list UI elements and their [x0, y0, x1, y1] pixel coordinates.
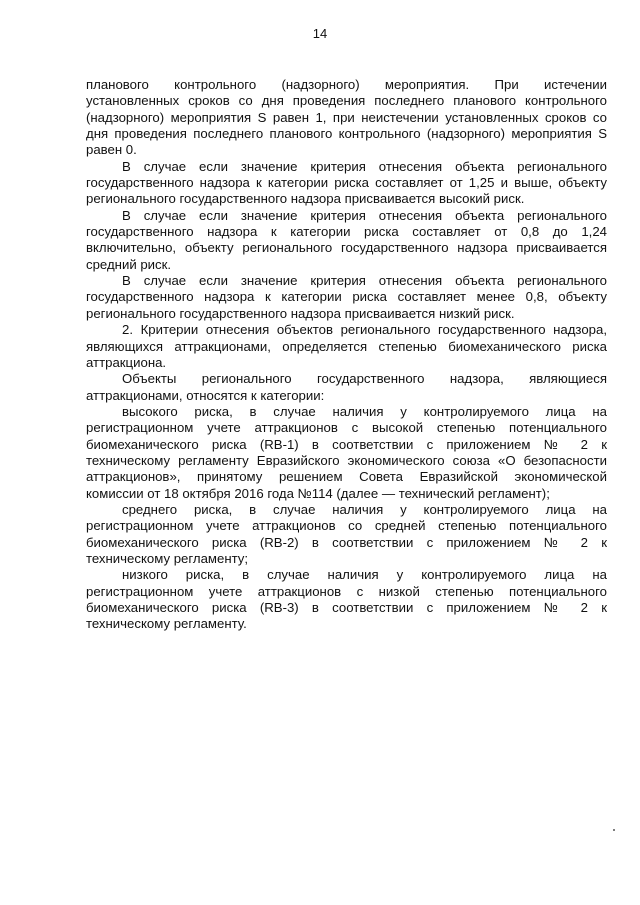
text-line: биомеханического риска (RB-1) в соответствии с приложением № 2 к: [86, 436, 607, 452]
text-line: В случае если значение критерия отнесения объекта регионального: [122, 207, 607, 223]
text-line: В случае если значение критерия отнесения объекта регионального: [122, 158, 607, 174]
page-number: 14: [312, 26, 328, 41]
text-line: регистрационном учете аттракционов со средней степенью потенциального: [86, 518, 607, 534]
text-line: регистрационном учете аттракционов с высокой степенью потенциального: [86, 420, 607, 436]
text-line: аттракционами, относятся к категории:: [86, 387, 325, 403]
text-line: равен 0.: [86, 142, 137, 158]
text-line: комиссии от 18 октября 2016 года №114 (далее — технический регламент);: [86, 485, 550, 501]
text-line: планового контрольного (надзорного) мероприятия. При истечении: [86, 77, 607, 92]
text-line: государственного надзора к категории риска составляет от 0,8 до 1,24: [86, 224, 607, 240]
text-line: аттракционов», принятому решением Совета Евразийской экономической: [86, 469, 607, 485]
text-line: аттракциона.: [86, 354, 167, 370]
scan-artifact-dot: [613, 829, 615, 831]
text-line: биомеханического риска (RB-2) в соответствии с приложением № 2 к: [86, 534, 607, 550]
text-line: техническому регламенту;: [86, 550, 249, 566]
text-line: В случае если значение критерия отнесения объекта регионального: [122, 273, 607, 289]
text-line: низкого риска, в случае наличия у контролируемого лица на: [122, 567, 607, 583]
text-line: включительно, объекту регионального государственного надзора присваивается: [86, 240, 607, 256]
text-line: государственного надзора к категории риска составляет менее 0,8, объекту: [86, 289, 607, 305]
text-line: техническому регламенту Евразийского экономического союза «О безопасности: [86, 452, 607, 468]
text-line: биомеханического риска (RB-3) в соответствии с приложением № 2 к: [86, 600, 607, 615]
text-line: являющихся аттракционами, определяется степенью биомеханического риска: [86, 338, 607, 354]
text-line: техническому регламенту.: [86, 616, 247, 632]
text-line: регионального государственного надзора присваивается низкий риск.: [86, 305, 515, 321]
text-line: дня проведения последнего планового контрольного (надзорного) мероприятия S: [86, 126, 607, 142]
text-line: среднего риска, в случае наличия у контролируемого лица на: [122, 501, 607, 517]
text-line: средний риск.: [86, 256, 172, 272]
text-line: (надзорного) мероприятия S равен 1, при неистечении установленных сроков со: [86, 109, 607, 125]
text-line: 2. Критерии отнесения объектов регионального государственного надзора,: [122, 322, 607, 338]
text-line: установленных сроков со дня проведения последнего планового контрольного: [86, 93, 607, 109]
text-line: регионального государственного надзора присваивается высокий риск.: [86, 191, 525, 207]
document-body: [86, 77, 607, 633]
text-line: государственного надзора к категории риска составляет от 1,25 и выше, объекту: [86, 175, 607, 191]
text-line: регистрационном учете аттракционов с низкой степенью потенциального: [86, 583, 607, 599]
text-line: Объекты регионального государственного надзора, являющиеся: [122, 371, 607, 387]
text-line: высокого риска, в случае наличия у контролируемого лица на: [122, 403, 607, 419]
